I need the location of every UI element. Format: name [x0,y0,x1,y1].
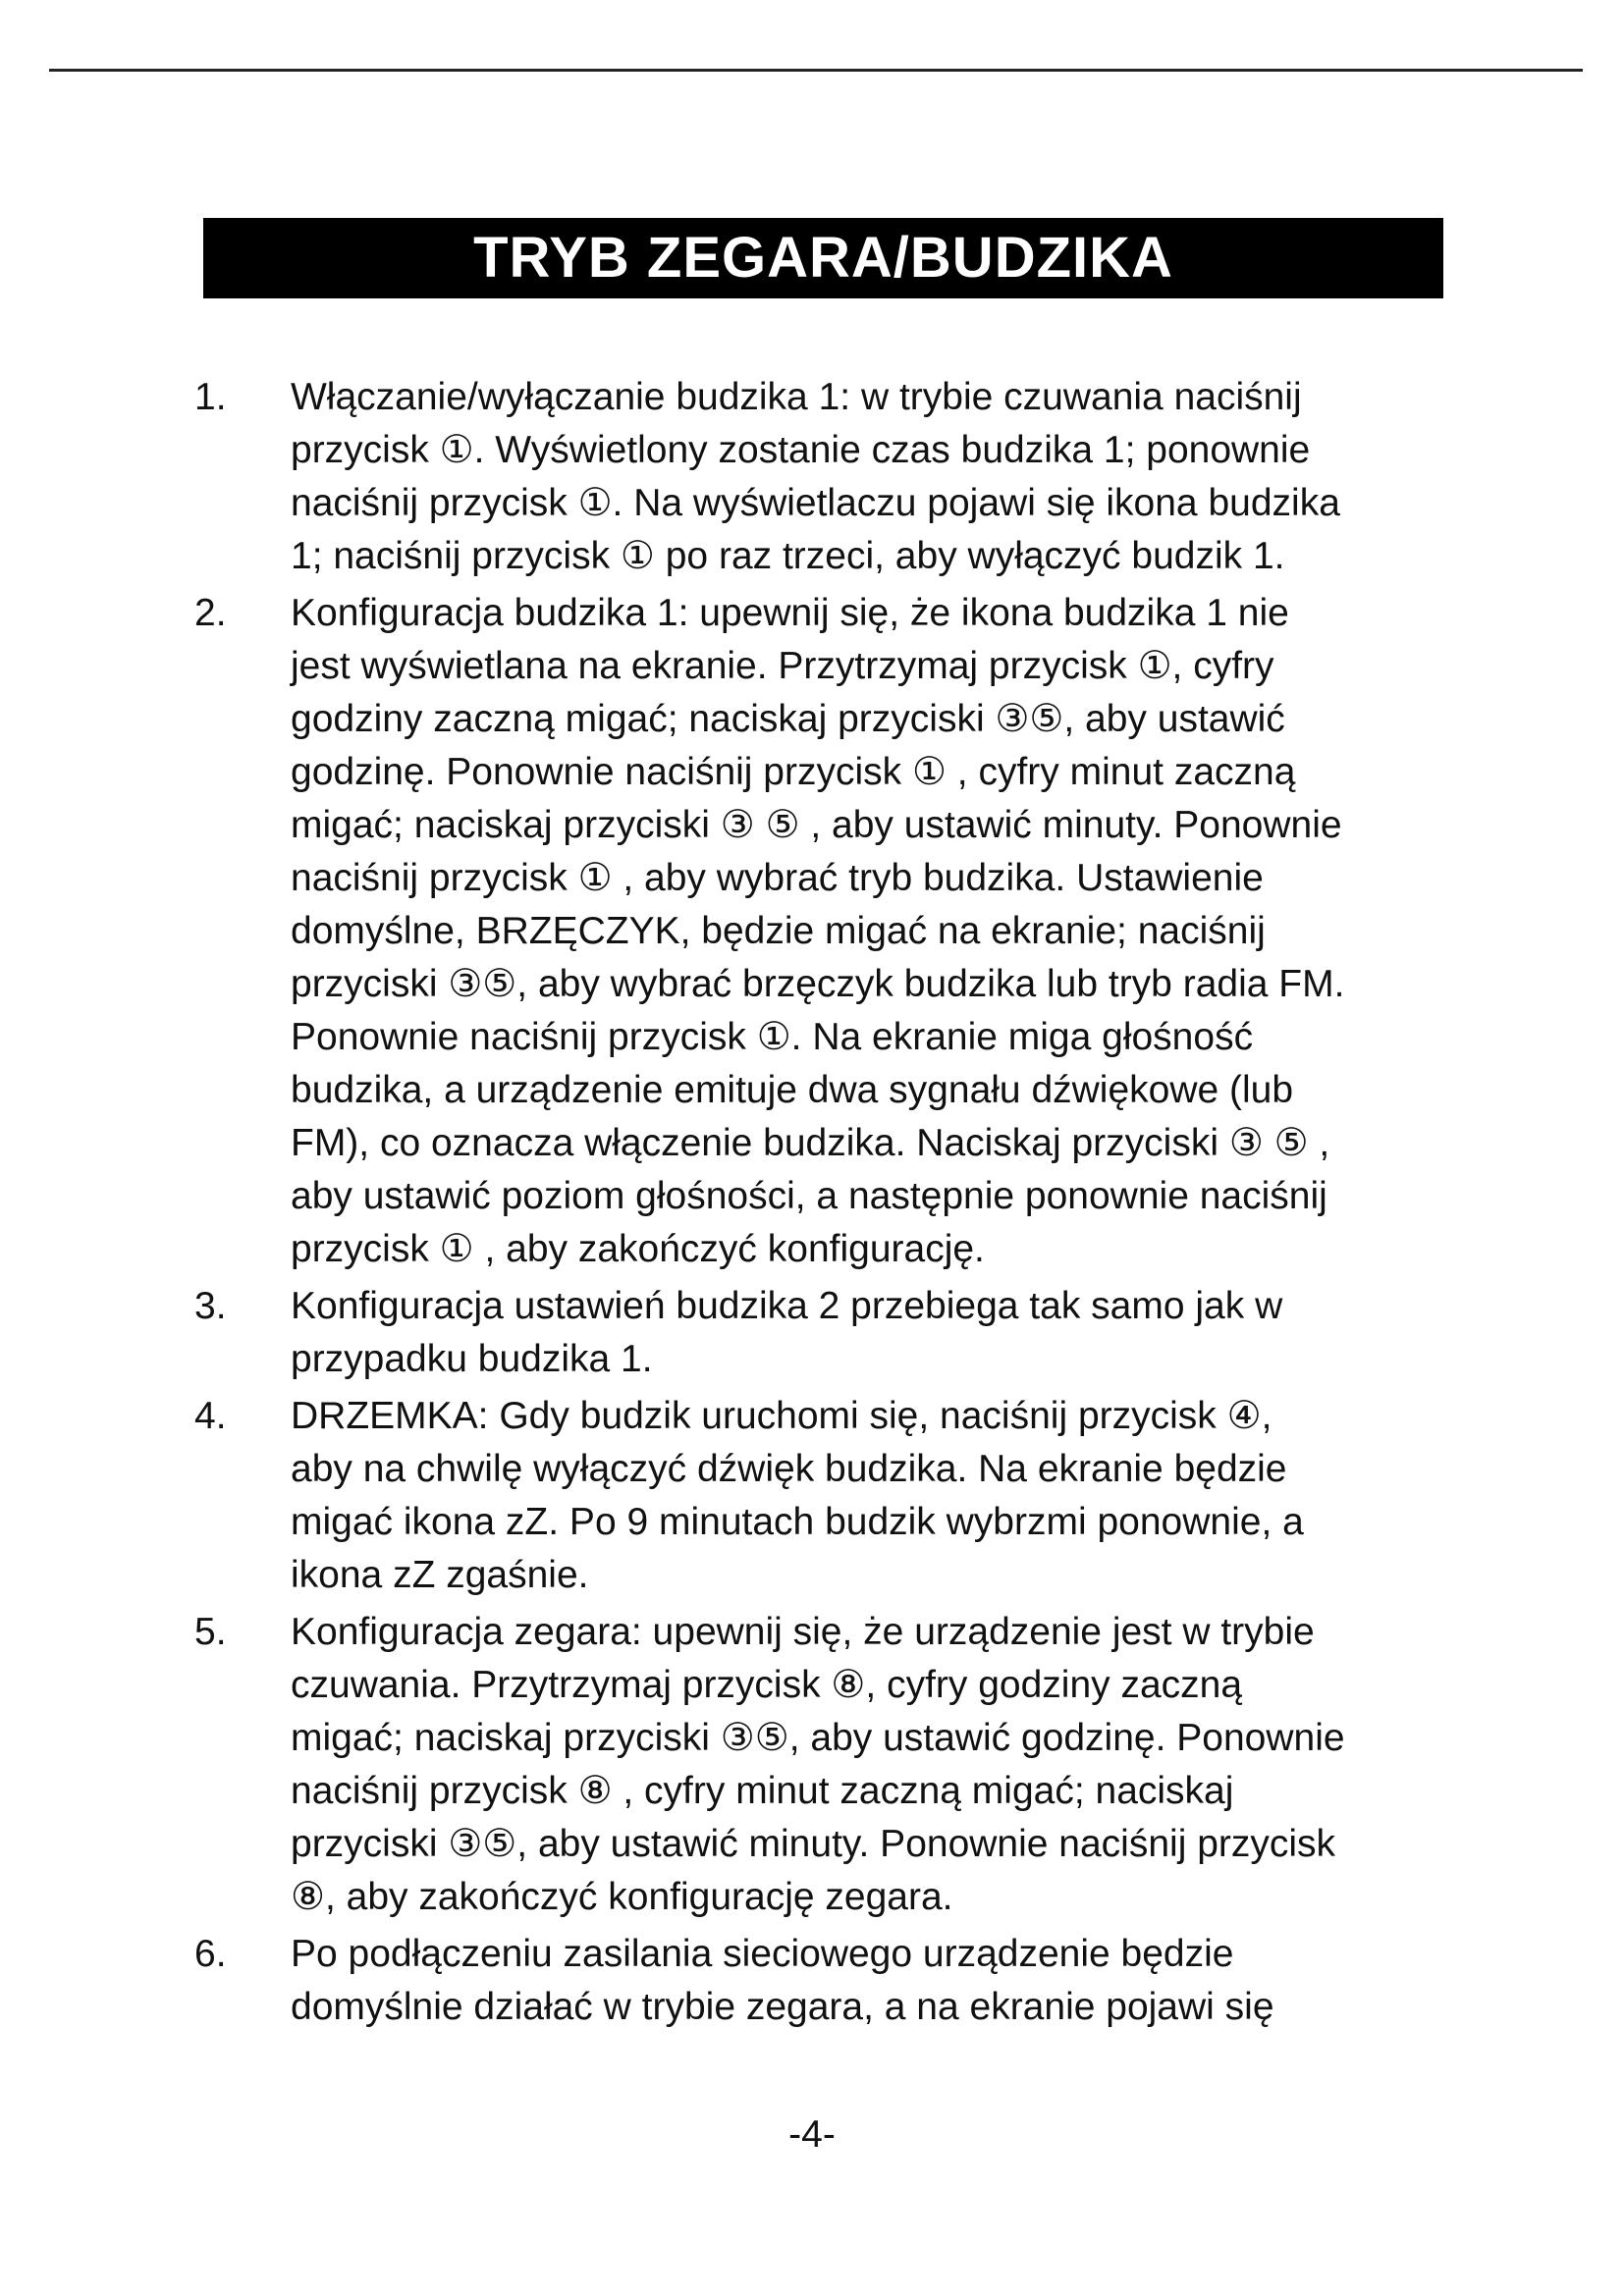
title-banner [203,218,1443,298]
item-text [291,1390,1471,1602]
top-rule [49,69,1583,72]
text-line: Ponownie naciśnij przycisk ①. Na ekranie miga głośność [291,1016,1254,1058]
text-line: 1; naciśnij przycisk ① po raz trzeci, aby wyłączyć budzik 1. [291,535,1285,577]
text-line: migać; naciskaj przyciski ③ ⑤ , aby ustawić minuty. Ponownie [291,804,1342,846]
list-item [194,1606,1471,1924]
text-line: Konfiguracja budzika 1: upewnij się, że ikona budzika 1 nie [291,592,1289,634]
text-line: migać; naciskaj przyciski ③⑤, aby ustawić godzinę. Ponownie [291,1717,1345,1759]
text-line: naciśnij przycisk ① , aby wybrać tryb budzika. Ustawienie [291,857,1264,899]
item-number: 5. [194,1611,227,1653]
list-item [194,371,1471,583]
text-line: czuwania. Przytrzymaj przycisk ⑧, cyfry godziny zaczną [291,1664,1243,1706]
text-line: przycisk ① , aby zakończyć konfigurację. [291,1228,985,1270]
item-text [291,1606,1471,1924]
text-line: DRZEMKA: Gdy budzik uruchomi się, naciśnij przycisk ④, [291,1395,1272,1437]
text-line: aby na chwilę wyłączyć dźwięk budzika. Na ekranie będzie [291,1448,1287,1490]
text-line: Konfiguracja zegara: upewnij się, że urządzenie jest w trybie [291,1611,1315,1653]
item-number: 3. [194,1285,227,1327]
text-line: budzika, a urządzenie emituje dwa sygnału dźwiękowe (lub [291,1069,1294,1111]
item-text [291,1280,1471,1386]
list-item [194,1390,1471,1602]
text-line: przyciski ③⑤, aby wybrać brzęczyk budzika lub tryb radia FM. [291,963,1345,1005]
text-line: domyślnie działać w trybie zegara, a na ekranie pojawi się [291,1986,1274,2028]
text-line: przycisk ①. Wyświetlony zostanie czas budzika 1; ponownie [291,429,1311,471]
item-text [291,587,1471,1276]
item-number: 1. [194,376,227,418]
text-line: ikona zZ zgaśnie. [291,1554,589,1596]
item-number: 6. [194,1933,227,1975]
text-line: Po podłączeniu zasilania sieciowego urządzenie będzie [291,1933,1234,1975]
list-item [194,1928,1471,2034]
item-number: 4. [194,1395,227,1437]
text-line: naciśnij przycisk ⑧ , cyfry minut zaczną migać; naciskaj [291,1770,1234,1812]
text-line: ⑧, aby zakończyć konfigurację zegara. [291,1876,953,1918]
text-line: FM), co oznacza włączenie budzika. Naciskaj przyciski ③ ⑤ , [291,1122,1330,1164]
list-item [194,587,1471,1276]
text-line: jest wyświetlana na ekranie. Przytrzymaj przycisk ①, cyfry [291,645,1274,687]
text-line: domyślne, BRZĘCZYK, będzie migać na ekranie; naciśnij [291,910,1266,952]
text-line: aby ustawić poziom głośności, a następnie ponownie naciśnij [291,1175,1327,1217]
text-line: Konfiguracja ustawień budzika 2 przebiega tak samo jak w [291,1285,1283,1327]
text-line: naciśnij przycisk ①. Na wyświetlaczu pojawi się ikona budzika [291,482,1340,524]
page-number: -4- [788,2113,836,2156]
list-item [194,1280,1471,1386]
text-line: migać ikona zZ. Po 9 minutach budzik wybrzmi ponownie, a [291,1501,1304,1543]
text-line: Włączanie/wyłączanie budzika 1: w trybie czuwania naciśnij [291,376,1302,418]
page-title: TRYB ZEGARA/BUDZIKA [473,226,1173,290]
text-line: godzinę. Ponownie naciśnij przycisk ① , cyfry minut zaczną [291,751,1296,793]
text-line: przyciski ③⑤, aby ustawić minuty. Ponownie naciśnij przycisk [291,1823,1336,1865]
text-line: godziny zaczną migać; naciskaj przyciski ③⑤, aby ustawić [291,698,1285,740]
item-text [291,371,1471,583]
item-text [291,1928,1471,2034]
text-line: przypadku budzika 1. [291,1338,653,1380]
instruction-list [194,371,1471,2038]
item-number: 2. [194,592,227,634]
